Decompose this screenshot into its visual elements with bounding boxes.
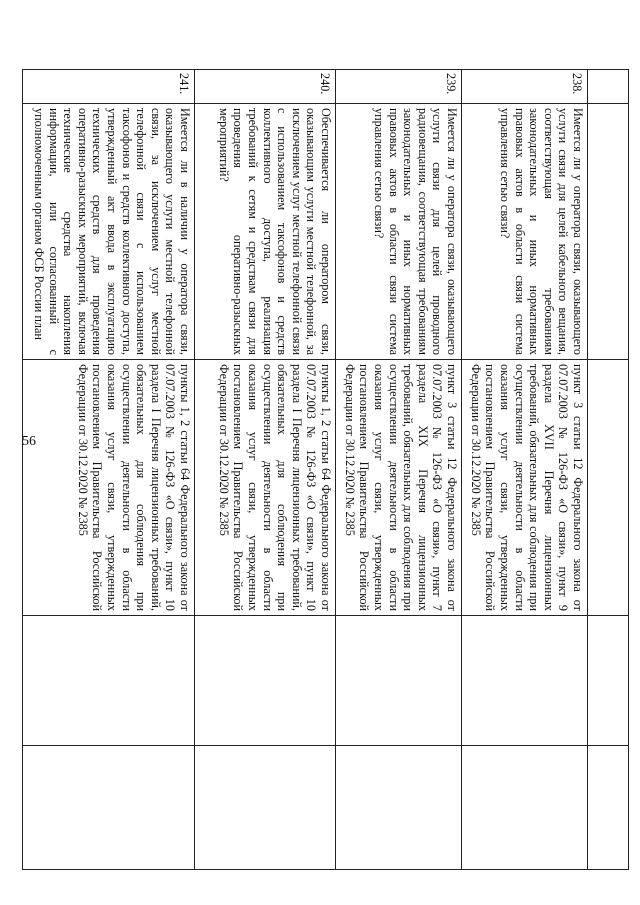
requirements-cell: пункт 3 статьи 12 Федерального закона от 07.07.2003 № 126-ФЗ «О связи», пункт 9 раздела XVII Перечня лицензионных требований, обязательных для соблюдения при осуществлении деятельности в области оказания услуг связи, утвержденных постановлением Правительства Российской Федерации от 30.12.2020 № 2385 bbox=[462, 360, 588, 616]
table-row bbox=[23, 70, 195, 870]
row-number: 239. bbox=[336, 70, 462, 104]
requirements-cell: пункты 1, 2 статьи 64 Федерального закона от 07.07.2003 № 126-ФЗ «О связи», пункт 10 раздела I Перечня лицензионных требований, обязательных для соблюдения при осуществлении деятельности в области оказания услуг связи, утвержденных постановлением Правительства Российской Федерации от 30.12.2020 № 2385 bbox=[195, 360, 336, 616]
requirements-cell: пункты 1, 2 статьи 64 Федерального закона от 07.07.2003 № 126-ФЗ «О связи», пункт 10 раздела I Перечня лицензионных требований, обязательных для соблюдения при осуществлении деятельности в области оказания услуг связи, утвержденных постановлением Правительства Российской Федерации от 30.12.2020 № 2385 bbox=[23, 360, 195, 616]
checklist-table bbox=[22, 69, 629, 870]
note-cell bbox=[336, 746, 462, 870]
answer-cell bbox=[462, 616, 588, 746]
note-cell bbox=[462, 746, 588, 870]
row-number: 241. bbox=[23, 70, 195, 104]
checklist-table-rotated bbox=[32, 69, 629, 869]
header-cell bbox=[588, 746, 629, 870]
header-cell bbox=[588, 360, 629, 616]
header-cell bbox=[588, 70, 629, 104]
table-row bbox=[336, 70, 462, 870]
answer-cell bbox=[23, 616, 195, 746]
question-cell: Имеется ли у оператора связи, оказывающего услуги связи для целей проводного радиовещания, соответствующая требованиям законодательных и иных нормативных правовых актов в области связи система управления сетью связи? bbox=[336, 104, 462, 360]
table-header-row bbox=[588, 70, 629, 870]
question-cell: Обеспечивается ли оператором связи, оказывающим услуги местной телефонной, за исключением услуг местной телефонной связи с использованием таксофонов и средств коллективного доступа, реализация требований к сетям и средствам связи для проведения оперативно-разыскных мероприятий? bbox=[195, 104, 336, 360]
note-cell bbox=[195, 746, 336, 870]
question-cell: Имеется ли в наличии у оператора связи, оказывающего услуги местной телефонной связи, за исключением услуг местной телефонной связи с использованием таксофонов и средств коллективного доступа, утвержденный акт ввода в эксплуатацию технических средств для проведения оперативно-разыскных мероприятий, включая технические средства накопления информации, или согласованный с уполномоченным органом ФСБ России план bbox=[23, 104, 195, 360]
table-row bbox=[195, 70, 336, 870]
page-number: 56 bbox=[22, 434, 36, 449]
question-cell: Имеется ли у оператора связи, оказывающего услуги связи для целей кабельного вещания, соответствующая требованиям законодательных и иных нормативных правовых актов в области связи система управления сетью связи? bbox=[462, 104, 588, 360]
answer-cell bbox=[195, 616, 336, 746]
requirements-cell: пункт 3 статьи 12 Федерального закона от 07.07.2003 № 126-ФЗ «О связи», пункт 7 раздела XIX Перечня лицензионных требований, обязательных для соблюдения при осуществлении деятельности в области оказания услуг связи, утвержденных постановлением Правительства Российской Федерации от 30.12.2020 № 2385 bbox=[336, 360, 462, 616]
answer-cell bbox=[336, 616, 462, 746]
row-number: 240. bbox=[195, 70, 336, 104]
row-number: 238. bbox=[462, 70, 588, 104]
header-cell bbox=[588, 616, 629, 746]
header-cell bbox=[588, 104, 629, 360]
note-cell bbox=[23, 746, 195, 870]
table-row bbox=[462, 70, 588, 870]
